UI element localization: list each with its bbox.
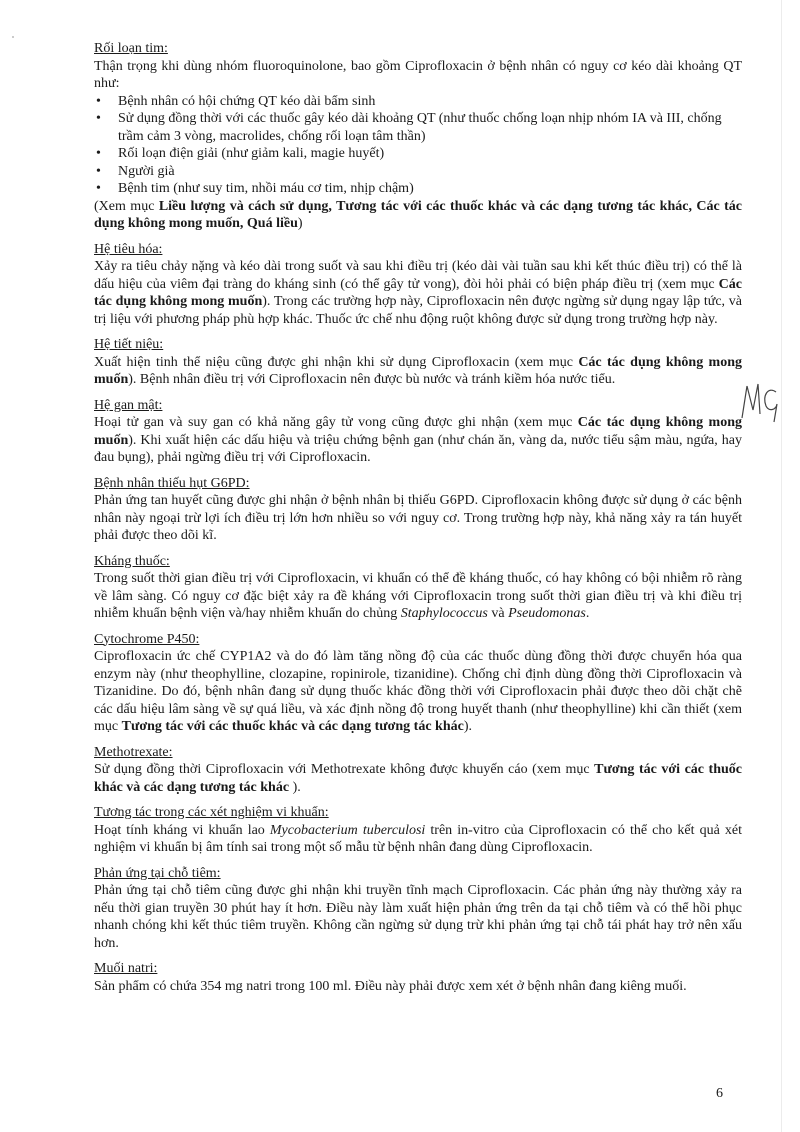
text-run: ).	[463, 719, 473, 734]
section-heading: Hệ tiêu hóa:	[94, 241, 163, 257]
section-text	[94, 822, 742, 857]
list-item: • Sử dụng đồng thời với các thuốc gây kéo dài khoảng QT (như thuốc chống loạn nhịp nhóm IA và III, chống trầm cảm 3 vòng, macrolides, chống rối loạn tâm thần)	[94, 110, 742, 145]
bold-run: Các tác dụng không mong muốn	[94, 276, 742, 309]
section-text	[94, 761, 742, 796]
text-run: Ciprofloxacin ức chế CYP1A2 và do đó làm tăng nồng độ của các thuốc dùng đồng thời được chuyển hóa qua enzym này (như theophylline, clozapine, ropinirole, tizanidine). Chống chỉ định dùng đồng thời Ciprofloxacin và Tizanidine. Do đó, bệnh nhân đang sử dụng thuốc khác đồng thời với Ciprofloxacin phải được theo dõi chặt chẽ các dấu hiệu lâm sàng về sự quá liều, và xác định nồng độ trong huyết thanh (như theophylline) khi cần thiết (xem mục	[94, 649, 742, 734]
text-run: trên in-vitro của Ciprofloxacin có thể cho kết quả xét nghiệm vi khuẩn bị âm tính sai trong một số mẫu từ bệnh nhân đang dùng Ciprofloxacin.	[94, 822, 742, 855]
section-heading: Kháng thuốc:	[94, 553, 170, 569]
section-text	[94, 414, 742, 467]
section-sodium	[94, 960, 742, 995]
section-gi	[94, 241, 742, 329]
list-item: • Bệnh nhân có hội chứng QT kéo dài bẩm sinh	[94, 93, 742, 111]
text-run: ).	[289, 779, 301, 795]
bold-run: Tương tác với các thuốc khác và các dạng tương tác khác	[121, 719, 464, 734]
text-run: ). Bệnh nhân điều trị với Ciprofloxacin nên được bù nước và tránh kiềm hóa nước tiểu.	[128, 372, 616, 387]
text-run: Xuất hiện tinh thể niệu cũng được ghi nhận khi sử dụng Ciprofloxacin (xem mục	[94, 354, 579, 370]
section-heading: Phản ứng tại chỗ tiêm:	[94, 865, 221, 881]
bold-run: Tương tác với các thuốc khác và các dạng tương tác khác	[94, 762, 742, 795]
text-run: Hoạt tính kháng vi khuẩn lao	[94, 822, 270, 838]
bold-run: Các tác dụng không mong muốn	[94, 354, 742, 387]
section-heading: Hệ tiết niệu:	[94, 337, 164, 352]
section-injection	[94, 865, 742, 953]
list-item: • Rối loạn điện giải (như giảm kali, magie huyết)	[94, 145, 742, 163]
section-text: Sản phẩm có chứa 354 mg natri trong 100 ml. Điều này phải được xem xét ở bệnh nhân đang kiêng muối.	[94, 978, 687, 994]
section-heading: Bệnh nhân thiếu hụt G6PD:	[94, 475, 250, 491]
section-heading: Tương tác trong các xét nghiệm vi khuẩn:	[94, 805, 329, 820]
section-liver	[94, 397, 742, 467]
list-item: • Bệnh tim (như suy tim, nhồi máu cơ tim, nhịp chậm)	[94, 180, 742, 198]
page-number: 6	[716, 1086, 723, 1101]
section-heading: Rối loạn tim:	[94, 41, 168, 56]
section-urinary	[94, 336, 742, 389]
italic-run: Staphylococcus	[400, 606, 488, 621]
section-heading: Muối natri:	[94, 961, 158, 976]
section-heading: Cytochrome P450:	[94, 631, 200, 647]
section-g6pd	[94, 475, 742, 545]
section-resistance	[94, 553, 742, 623]
cross-reference	[94, 198, 742, 233]
section-text: Phản ứng tại chỗ tiêm cũng được ghi nhận khi truyền tĩnh mạch Ciprofloxacin. Các phản ứng này thường xảy ra nếu thời gian truyền 30 phút hay ít hơn. Điều này làm xuất hiện phản ứng trên da tại chỗ tiêm và có thể hồi phục nhanh chóng khi kết thúc tiêm truyền. Không cần ngừng sử dụng trừ khi phản ứng tại chỗ tái phát hay trở nên xấu hơn.	[94, 883, 742, 951]
section-cyp	[94, 631, 742, 736]
ref-text: (Xem mục	[94, 198, 159, 214]
italic-run: Mycobacterium tuberculosi	[269, 822, 426, 838]
section-heading: Hệ gan mật:	[94, 397, 163, 413]
text-run: Hoại tử gan và suy gan có khả năng gây tử vong cũng được ghi nhận (xem mục	[94, 415, 578, 430]
ref-text: )	[297, 216, 303, 231]
section-text	[94, 570, 742, 623]
section-methotrexate	[94, 744, 742, 797]
section-text	[94, 648, 742, 736]
section-text	[94, 258, 742, 328]
text-run: ). Khi xuất hiện các dấu hiệu và triệu chứng bệnh gan (như chán ăn, vàng da, nước tiểu sậm màu, ngứa, hay đau bụng), phải ngừng điều trị với Ciprofloxacin.	[94, 432, 742, 465]
risk-list	[94, 93, 742, 198]
text-run: .	[585, 606, 590, 621]
bold-run: Các tác dụng không mong muốn	[94, 415, 742, 448]
section-arrhythmia	[94, 40, 742, 233]
list-item: • Người già	[94, 163, 742, 181]
section-text	[94, 354, 742, 389]
text-run: Xảy ra tiêu chảy nặng và kéo dài trong suốt và sau khi điều trị (kéo dài vài tuần sau khi kết thúc điều trị) có thể là dấu hiệu của viêm đại tràng do kháng sinh (có thể gây tử vong), đòi hỏi phải có biện pháp điều trị (xem mục	[94, 259, 742, 292]
text-run: ). Trong các trường hợp này, Ciprofloxacin nên được ngừng sử dụng ngay lập tức, và trị liệu với phương pháp phù hợp khác. Thuốc ức chế nhu động ruột không được sử dụng trong trường hợp này.	[94, 294, 742, 327]
italic-run: Pseudomonas	[508, 606, 586, 621]
text-run: Sử dụng đồng thời Ciprofloxacin với Methotrexate không được khuyến cáo (xem mục	[94, 762, 595, 777]
section-heading: Methotrexate:	[94, 744, 173, 760]
ref-bold: Liều lượng và cách sử dụng, Tương tác với các thuốc khác và các dạng tương tác khác, Các tác dụng không mong muốn, Quá liều	[94, 198, 742, 231]
section-text: Phản ứng tan huyết cũng được ghi nhận ở bệnh nhân bị thiếu G6PD. Ciprofloxacin không được sử dụng ở các bệnh nhân này ngoại trừ lợi ích điều trị lớn hơn nhiều so với nguy cơ. Trong trường hợp này, khả năng xảy ra tán huyết phải được theo dõi kĩ.	[94, 493, 742, 543]
page-edge-line	[781, 0, 782, 1132]
section-lab	[94, 804, 742, 857]
scan-speck	[12, 36, 14, 38]
section-text: Thận trọng khi dùng nhóm fluoroquinolone, bao gồm Ciprofloxacin ở bệnh nhân có nguy cơ kéo dài khoảng QT như:	[94, 58, 742, 91]
handwritten-initials	[738, 378, 782, 429]
document-body	[94, 40, 742, 1003]
text-run: và	[487, 606, 509, 621]
text-run: Trong suốt thời gian điều trị với Ciprofloxacin, vi khuẩn có thể đề kháng thuốc, có hay không có bội nhiễm rõ ràng về lâm sàng. Có nguy cơ đặc biệt xảy ra đề kháng với Ciprofloxacin trong suốt thời gian điều trị và khi điều trị nhiễm khuẩn bệnh viện và/hay nhiễm khuẩn do chủng	[94, 571, 742, 621]
